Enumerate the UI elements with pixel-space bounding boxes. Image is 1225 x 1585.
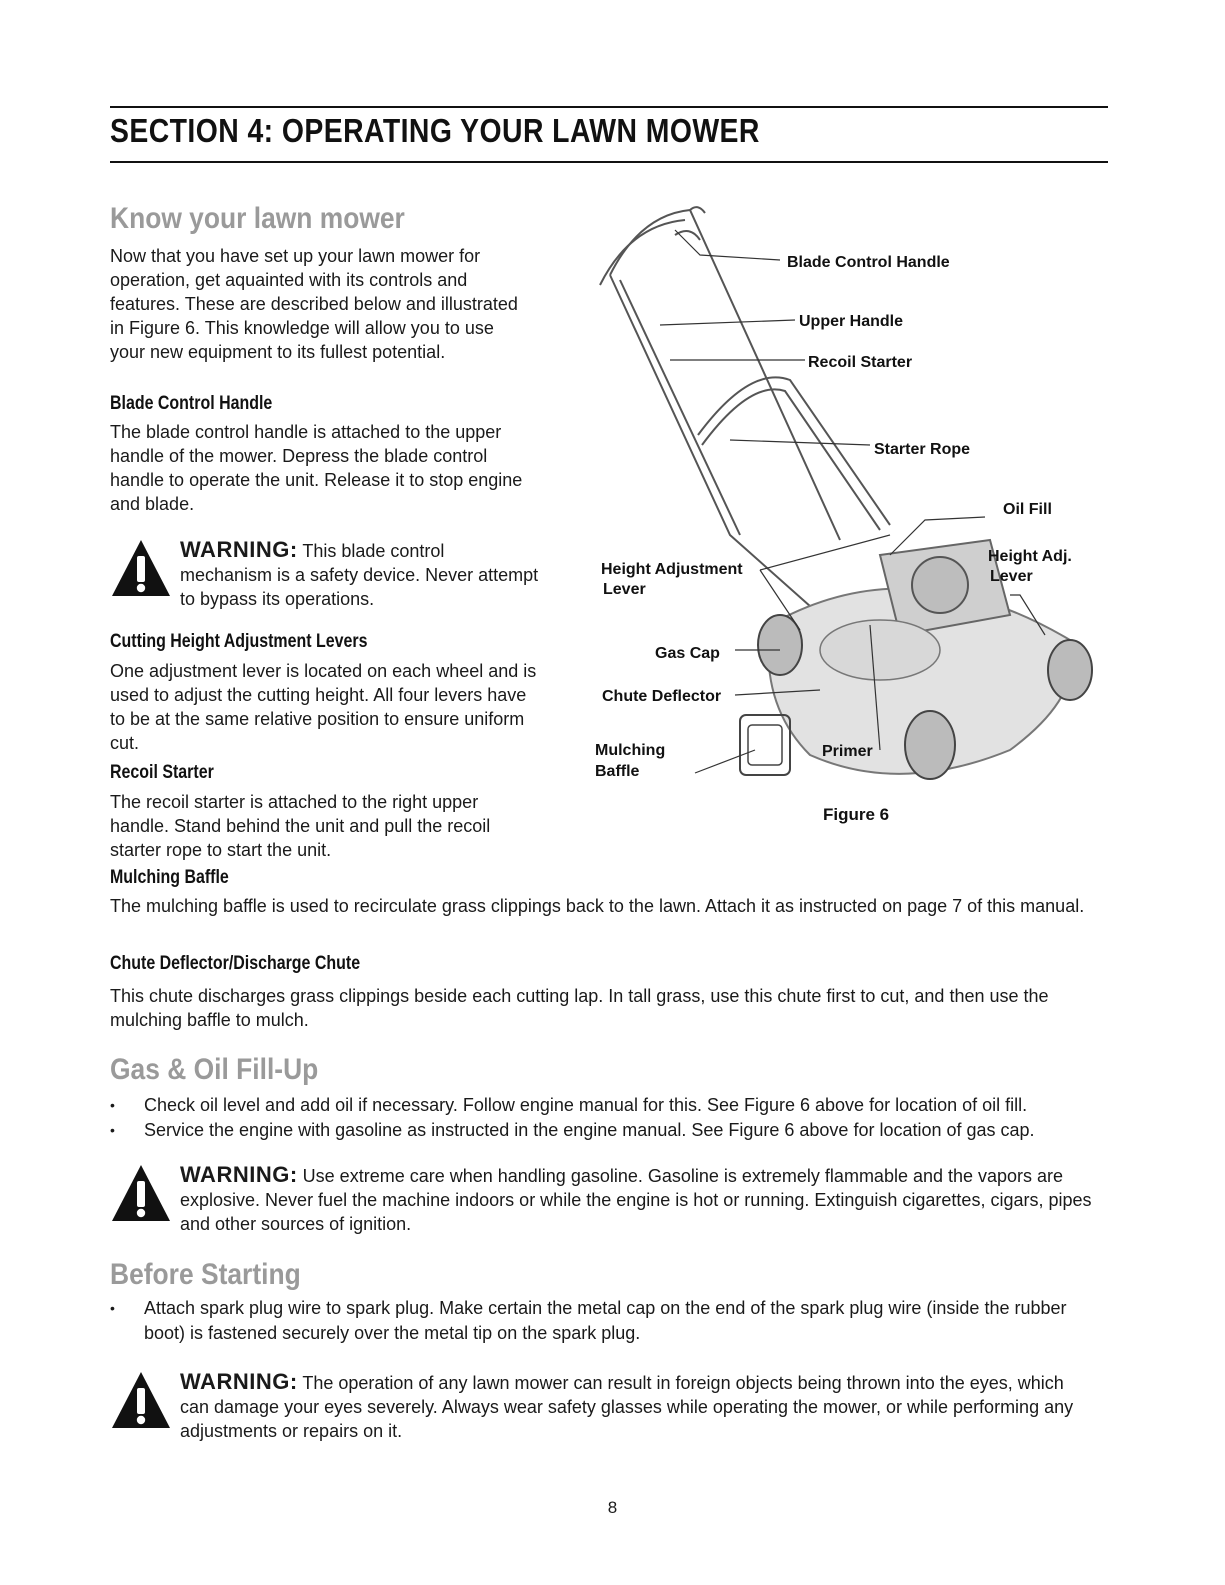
heading-recoil-starter: Recoil Starter [110, 762, 214, 783]
label-oil-fill: Oil Fill [1003, 501, 1052, 518]
page-number: 8 [607, 1498, 618, 1517]
heading-before-starting: Before Starting [110, 1258, 301, 1291]
cutting-height-paragraph: One adjustment lever is located on each wheel and is used to adjust the cutting height. All four levers have to be at the same relative position to ensure uniform cut. [110, 661, 537, 753]
warning-text: This blade control mechanism is a safety device. Never attempt to bypass its operations. [180, 541, 539, 609]
warning-icon [110, 538, 172, 600]
top-rule [110, 106, 1108, 108]
label-height-adjustment-lever: Lever [603, 581, 646, 598]
label-mulching: Mulching [595, 742, 666, 759]
label-baffle: Baffle [595, 763, 640, 780]
warning-blade-control [110, 537, 539, 618]
label-primer: Primer [822, 743, 873, 760]
blade-control-paragraph: The blade control handle is attached to the upper handle of the mower. Depress the blade control handle to operate the unit. Release it to stop engine and blade. [110, 422, 523, 514]
label-height-adj-right-lever: Lever [990, 568, 1033, 585]
heading-cutting-height: Cutting Height Adjustment Levers [110, 631, 368, 652]
label-recoil-starter: Recoil Starter [808, 354, 913, 371]
heading-gas-oil: Gas & Oil Fill-Up [110, 1053, 319, 1086]
label-blade-control-handle: Blade Control Handle [787, 254, 950, 271]
label-height-adjustment: Height Adjustment [601, 561, 743, 578]
intro-paragraph: Now that you have set up your lawn mower for operation, get aquainted with its controls and features. These are described below and illustrated in Figure 6. This knowledge will allow you to use your new equipment to its fullest potential. [110, 246, 518, 362]
warning-icon [110, 1163, 172, 1225]
warning-text: Use extreme care when handling gasoline. Gasoline is extremely flammable and the vapors are explosive. Never fuel the machine indoors or while the engine is hot or running. Extinguish cigarettes, cigars, pipes and other sources of ignition. [180, 1166, 1092, 1234]
label-height-adj-right: Height Adj. [988, 548, 1072, 565]
list-item: • Check oil level and add oil if necessary. Follow engine manual for this. See Figure 6 above for location of oil fill. [110, 1093, 1110, 1118]
warning-eye-safety [110, 1370, 1110, 1450]
warning-gasoline [110, 1163, 1110, 1243]
label-upper-handle: Upper Handle [799, 313, 904, 330]
mulching-baffle-paragraph: The mulching baffle is used to recirculate grass clippings back to the lawn. Attach it as instructed on page 7 of this manual. [110, 896, 1085, 916]
recoil-starter-paragraph: The recoil starter is attached to the right upper handle. Stand behind the unit and pull the recoil starter rope to start the unit. [110, 792, 491, 860]
warning-keyword: WARNING: [180, 1369, 298, 1394]
figure-caption: Figure 6 [823, 805, 890, 824]
label-chute-deflector: Chute Deflector [602, 688, 722, 705]
list-item: • Attach spark plug wire to spark plug. Make certain the metal cap on the end of the spark plug wire (inside the rubber boot) is fastened securely over the metal tip on the spark plug. [110, 1296, 1100, 1346]
heading-mulching-baffle: Mulching Baffle [110, 867, 229, 888]
warning-icon [110, 1370, 172, 1432]
warning-text: The operation of any lawn mower can result in foreign objects being thrown into the eyes, which can damage your eyes severely. Always wear safety glasses while operating the mower, or while performing any adjustments or repairs on it. [180, 1373, 1074, 1441]
heading-blade-control: Blade Control Handle [110, 393, 273, 414]
section-title: SECTION 4: OPERATING YOUR LAWN MOWER [110, 112, 760, 149]
warning-keyword: WARNING: [180, 1162, 298, 1187]
list-item: • Service the engine with gasoline as instructed in the engine manual. See Figure 6 above for location of gas cap. [110, 1118, 1110, 1143]
chute-deflector-paragraph: This chute discharges grass clippings beside each cutting lap. In tall grass, use this chute first to cut, and then use the mulching baffle to mulch. [110, 986, 1049, 1030]
warning-keyword: WARNING: [180, 537, 298, 562]
heading-know-your-mower: Know your lawn mower [110, 202, 405, 235]
label-gas-cap: Gas Cap [655, 645, 720, 662]
heading-chute-deflector: Chute Deflector/Discharge Chute [110, 953, 361, 974]
label-starter-rope: Starter Rope [874, 441, 971, 458]
before-starting-list [110, 1296, 1100, 1346]
header-bottom-rule [110, 161, 1108, 163]
gas-oil-list [110, 1093, 1110, 1143]
